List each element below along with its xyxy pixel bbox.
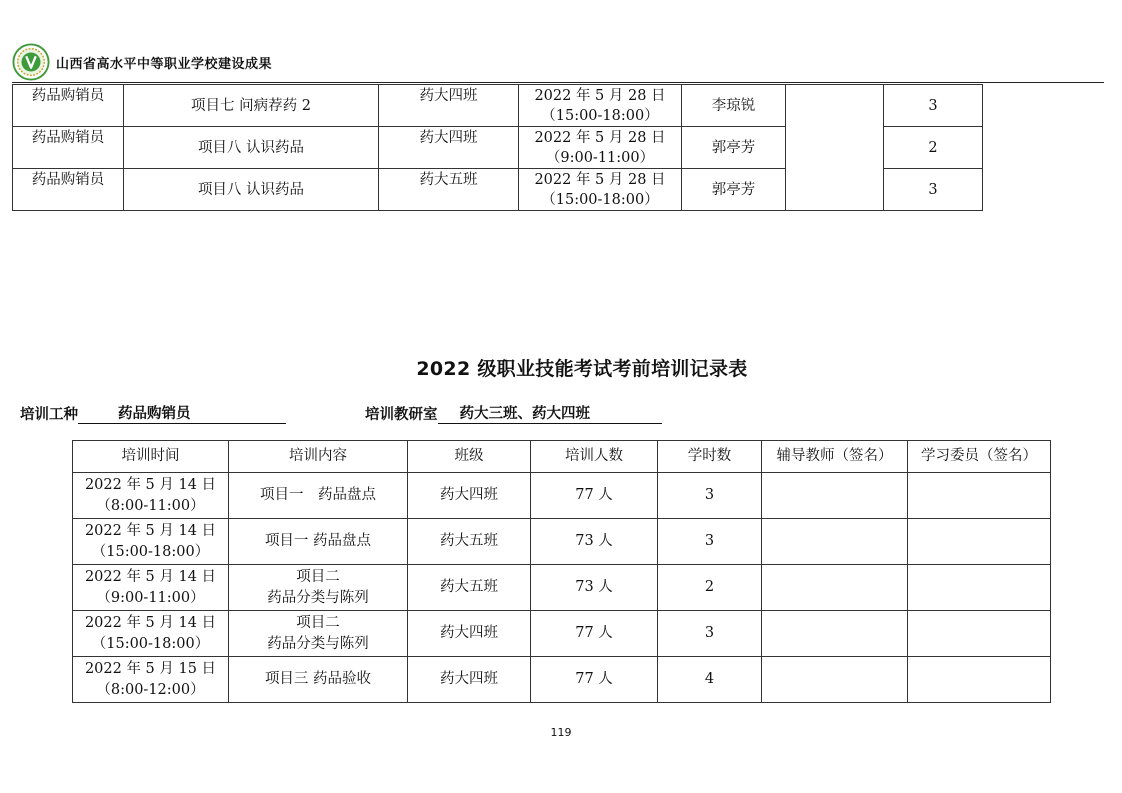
table-row [73, 611, 1051, 657]
class-cell: 药大五班 [379, 169, 519, 211]
job-cell: 药品购销员 [13, 85, 124, 127]
date-text: 2022 年 5 月 28 日 [534, 171, 666, 188]
header-cell: 培训时间 [73, 441, 229, 473]
date-text: 2022 年 5 月 15 日 [84, 660, 217, 677]
school-logo-icon [12, 43, 50, 81]
hours-cell: 4 [658, 657, 762, 703]
room-label: 培训教研室 [365, 407, 438, 423]
datetime-cell [73, 565, 229, 611]
time-text: （9:00-11:00） [545, 149, 655, 166]
people-cell: 77 人 [531, 657, 658, 703]
training-record-table [72, 440, 1051, 703]
trade-value-line [78, 405, 286, 424]
monitor-signature-cell [908, 657, 1051, 703]
monitor-signature-cell [908, 611, 1051, 657]
trade-field [20, 403, 286, 424]
date-text: 2022 年 5 月 14 日 [84, 614, 217, 631]
time-text: （8:00-11:00） [96, 497, 205, 514]
signature-cell [786, 85, 884, 211]
content-cell: 项目八 认识药品 [124, 127, 379, 169]
class-cell: 药大四班 [379, 127, 519, 169]
content-cell [229, 473, 408, 519]
hours-cell: 2 [884, 127, 983, 169]
header-cell: 培训内容 [229, 441, 408, 473]
class-cell: 药大四班 [408, 473, 531, 519]
date-text: 2022 年 5 月 14 日 [84, 568, 217, 585]
header-cell: 辅导教师（签名） [762, 441, 908, 473]
table-row [73, 657, 1051, 703]
hours-cell: 3 [884, 85, 983, 127]
content-cell [229, 519, 408, 565]
datetime-cell [73, 657, 229, 703]
content-cell [229, 657, 408, 703]
continued-training-table [12, 84, 983, 211]
people-cell: 73 人 [531, 519, 658, 565]
table-row [73, 519, 1051, 565]
teacher-signature-cell [762, 611, 908, 657]
monitor-signature-cell [908, 519, 1051, 565]
time-text: （9:00-11:00） [96, 589, 205, 606]
hours-cell: 2 [658, 565, 762, 611]
date-text: 2022 年 5 月 14 日 [84, 476, 217, 493]
people-cell: 77 人 [531, 611, 658, 657]
hours-cell: 3 [658, 519, 762, 565]
teacher-cell: 李琼锐 [682, 85, 786, 127]
hours-cell: 3 [884, 169, 983, 211]
time-text: （15:00-18:00） [91, 543, 210, 560]
class-cell: 药大四班 [408, 611, 531, 657]
datetime-cell [73, 473, 229, 519]
class-cell: 药大四班 [379, 85, 519, 127]
time-text: （15:00-18:00） [541, 107, 659, 124]
people-cell: 73 人 [531, 565, 658, 611]
teacher-cell: 郭亭芳 [682, 127, 786, 169]
content-line: 药品分类与陈列 [267, 589, 369, 606]
content-cell [229, 611, 408, 657]
header-cell: 学时数 [658, 441, 762, 473]
date-text: 2022 年 5 月 14 日 [84, 522, 217, 539]
content-line: 项目二 [296, 614, 340, 631]
page-number: 119 [550, 726, 572, 739]
header-cell: 班级 [408, 441, 531, 473]
teacher-signature-cell [762, 473, 908, 519]
class-cell: 药大五班 [408, 519, 531, 565]
time-text: （15:00-18:00） [91, 635, 210, 652]
time-text: （8:00-12:00） [96, 681, 205, 698]
hours-cell: 3 [658, 473, 762, 519]
date-text: 2022 年 5 月 28 日 [534, 87, 666, 104]
job-cell: 药品购销员 [13, 127, 124, 169]
teacher-cell: 郭亭芳 [682, 169, 786, 211]
header-cell: 培训人数 [531, 441, 658, 473]
header-divider [12, 82, 1104, 83]
table-row [13, 85, 983, 127]
datetime-cell [73, 611, 229, 657]
monitor-signature-cell [908, 473, 1051, 519]
trade-value: 药品购销员 [118, 406, 191, 422]
job-cell: 药品购销员 [13, 169, 124, 211]
content-cell [229, 565, 408, 611]
teacher-signature-cell [762, 657, 908, 703]
form-title: 2022 级职业技能考试考前培训记录表 [416, 358, 748, 380]
content-line: 项目三 药品验收 [264, 671, 372, 687]
class-cell: 药大五班 [408, 565, 531, 611]
page-header [12, 42, 272, 82]
room-field [365, 403, 662, 424]
class-cell: 药大四班 [408, 657, 531, 703]
datetime-cell [519, 127, 682, 169]
content-line: 项目一 药品盘点 [264, 533, 372, 549]
content-cell: 项目八 认识药品 [124, 169, 379, 211]
room-value-line [438, 405, 662, 424]
hours-cell: 3 [658, 611, 762, 657]
room-value: 药大三班、药大四班 [459, 406, 590, 422]
people-cell: 77 人 [531, 473, 658, 519]
datetime-cell [73, 519, 229, 565]
datetime-cell [519, 85, 682, 127]
content-line: 药品分类与陈列 [267, 635, 369, 652]
time-text: （15:00-18:00） [541, 191, 659, 208]
content-line: 项目一 药品盘点 [260, 487, 376, 503]
content-cell: 项目七 问病荐药 2 [124, 85, 379, 127]
datetime-cell [519, 169, 682, 211]
table-header-row [73, 441, 1051, 473]
teacher-signature-cell [762, 565, 908, 611]
table-row [73, 565, 1051, 611]
header-title: 山西省高水平中等职业学校建设成果 [56, 56, 273, 72]
monitor-signature-cell [908, 565, 1051, 611]
date-text: 2022 年 5 月 28 日 [534, 129, 666, 146]
teacher-signature-cell [762, 519, 908, 565]
content-line: 项目二 [296, 568, 340, 585]
trade-label: 培训工种 [20, 407, 78, 423]
header-cell: 学习委员（签名） [908, 441, 1051, 473]
table-row [73, 473, 1051, 519]
